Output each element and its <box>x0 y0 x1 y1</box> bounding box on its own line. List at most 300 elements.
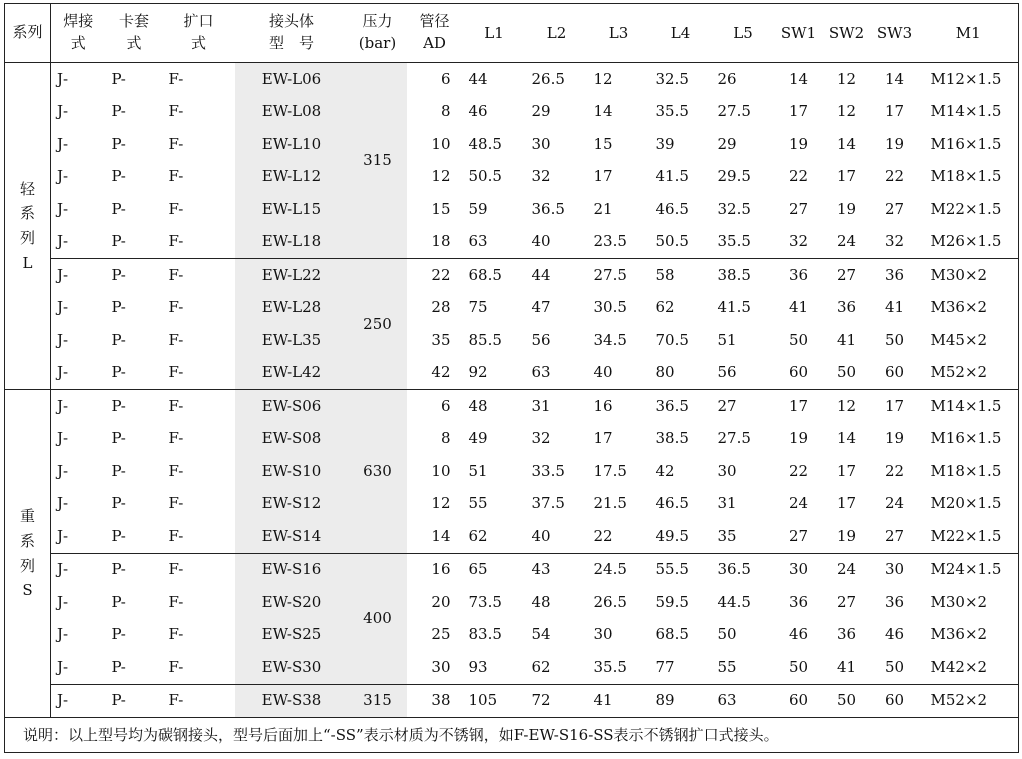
flare-prefix: F- <box>168 330 184 349</box>
tube-od: 38 <box>407 684 463 718</box>
ferrule-prefix: P- <box>111 657 126 676</box>
dim-sw3: 22 <box>884 167 905 186</box>
dim-sw1: 50 <box>788 657 809 676</box>
ferrule-prefix: P- <box>111 69 126 88</box>
dim-l4: 41.5 <box>655 167 689 186</box>
weld-prefix: J- <box>57 167 69 186</box>
dim-l2: 26.5 <box>531 69 565 88</box>
dim-l1: 55 <box>468 494 488 513</box>
fitting-type: EW-L22 <box>235 259 349 292</box>
dim-l2: 43 <box>526 553 588 586</box>
table-row <box>5 259 1019 292</box>
flare-prefix: F- <box>168 429 184 448</box>
fitting-type: EW-S06 <box>235 390 349 423</box>
flare-prefix: F- <box>163 259 235 292</box>
dim-l3: 14 <box>593 102 613 121</box>
weld-prefix: J- <box>57 429 69 448</box>
dim-sw3: 19 <box>884 134 905 153</box>
dim-sw1: 46 <box>788 625 809 644</box>
table-row <box>5 128 1019 161</box>
fitting-type: EW-L28 <box>235 292 349 325</box>
dim-l1: 50.5 <box>468 167 502 186</box>
tube-od: 14 <box>431 526 451 545</box>
dim-sw2: 50 <box>823 684 871 718</box>
dim-sw2: 24 <box>823 553 871 586</box>
fitting-type: EW-S12 <box>235 488 349 521</box>
dim-sw3: 24 <box>884 494 905 513</box>
tube-od: 30 <box>431 657 451 676</box>
dim-l2: 37.5 <box>531 494 565 513</box>
dim-sw2: 14 <box>836 429 857 448</box>
dim-l2: 32 <box>531 429 551 448</box>
weld-prefix: J- <box>57 526 69 545</box>
dim-l5: 26 <box>717 69 737 88</box>
dim-l5: 27 <box>712 390 775 423</box>
dim-sw2: 17 <box>836 494 857 513</box>
dim-sw3: 22 <box>884 461 905 480</box>
dim-sw2: 12 <box>836 69 857 88</box>
dim-sw1: 17 <box>775 390 823 423</box>
pressure-cell: 250 <box>349 259 407 390</box>
dim-l4: 77 <box>655 657 675 676</box>
table-row <box>5 488 1019 521</box>
fitting-type: EW-S16 <box>235 553 349 586</box>
dim-l3: 35.5 <box>593 657 627 676</box>
flare-prefix: F- <box>168 625 184 644</box>
header-l4: L4 <box>650 4 712 63</box>
header-pressure: 压力 (bar) <box>349 4 407 63</box>
ferrule-prefix: P- <box>111 429 126 448</box>
dim-l4: 39 <box>655 134 675 153</box>
dim-sw3: 36 <box>871 259 919 292</box>
spec-table <box>4 3 1019 753</box>
fitting-type: EW-S25 <box>235 619 349 652</box>
dim-l5: 44.5 <box>717 592 751 611</box>
table-row <box>5 161 1019 194</box>
dim-sw2: 24 <box>836 232 857 251</box>
thread-m1: M45×2 <box>930 330 988 349</box>
tube-od: 12 <box>431 167 451 186</box>
dim-sw3: 14 <box>884 69 905 88</box>
thread-m1: M22×1.5 <box>930 199 1002 218</box>
dim-l3: 30 <box>593 625 613 644</box>
dim-sw3: 46 <box>884 625 905 644</box>
ferrule-prefix: P- <box>106 259 163 292</box>
weld-prefix: J- <box>57 592 69 611</box>
series-label: 重 系 列 S <box>19 507 35 600</box>
tube-od: 10 <box>431 461 451 480</box>
dim-l5: 38.5 <box>712 259 775 292</box>
dim-l2: 63 <box>531 363 551 382</box>
dim-sw3: 60 <box>871 684 919 718</box>
dim-l5: 63 <box>712 684 775 718</box>
tube-od: 6 <box>407 390 463 423</box>
dim-l3: 15 <box>593 134 613 153</box>
dim-l4: 36.5 <box>650 390 712 423</box>
weld-prefix: J- <box>57 134 69 153</box>
table-row <box>5 324 1019 357</box>
tube-od: 28 <box>431 298 451 317</box>
flare-prefix: F- <box>168 461 184 480</box>
footnote-row <box>5 718 1019 753</box>
ferrule-prefix: P- <box>111 199 126 218</box>
tube-od: 10 <box>431 134 451 153</box>
dim-l3: 34.5 <box>593 330 627 349</box>
dim-l5: 32.5 <box>717 199 751 218</box>
dim-sw3: 17 <box>871 390 919 423</box>
flare-prefix: F- <box>168 526 184 545</box>
dim-l3: 22 <box>593 526 613 545</box>
dim-l2: 33.5 <box>531 461 565 480</box>
dim-l2: 30 <box>531 134 551 153</box>
dim-l1: 85.5 <box>468 330 502 349</box>
table-row <box>5 619 1019 652</box>
dim-l4: 62 <box>655 298 675 317</box>
ferrule-prefix: P- <box>106 553 163 586</box>
ferrule-prefix: P- <box>106 684 163 718</box>
dim-l2: 36.5 <box>531 199 565 218</box>
table-row <box>5 357 1019 390</box>
fitting-type: EW-S14 <box>235 520 349 553</box>
table-row <box>5 390 1019 423</box>
dim-sw2: 50 <box>836 363 857 382</box>
table-row <box>5 193 1019 226</box>
flare-prefix: F- <box>168 69 184 88</box>
dim-l4: 46.5 <box>655 494 689 513</box>
dim-sw3: 41 <box>884 298 905 317</box>
dim-sw2: 36 <box>836 625 857 644</box>
dim-l1: 62 <box>468 526 488 545</box>
header-sw3: SW3 <box>871 4 919 63</box>
dim-l1: 65 <box>463 553 526 586</box>
dim-l2: 48 <box>531 592 551 611</box>
weld-prefix: J- <box>57 298 69 317</box>
pressure-cell: 400 <box>349 553 407 684</box>
dim-sw3: 17 <box>884 102 905 121</box>
dim-sw3: 30 <box>871 553 919 586</box>
table-row <box>5 455 1019 488</box>
fitting-type: EW-S08 <box>235 423 349 456</box>
dim-l5: 50 <box>717 625 737 644</box>
tube-od: 20 <box>431 592 451 611</box>
dim-l3: 17 <box>593 167 613 186</box>
tube-od: 22 <box>407 259 463 292</box>
fitting-type: EW-L35 <box>235 324 349 357</box>
header-weld: 焊接 式 <box>51 4 106 63</box>
dim-l4: 35.5 <box>655 102 689 121</box>
tube-od: 35 <box>431 330 451 349</box>
header-flare: 扩口 式 <box>163 4 235 63</box>
flare-prefix: F- <box>163 390 235 423</box>
header-series: 系列 <box>5 4 51 63</box>
header-sw1: SW1 <box>775 4 823 63</box>
dim-l1: 59 <box>468 199 488 218</box>
fitting-type: EW-S38 <box>235 684 349 718</box>
weld-prefix: J- <box>57 102 69 121</box>
dim-sw3: 36 <box>884 592 905 611</box>
tube-od: 42 <box>431 363 451 382</box>
weld-prefix: J- <box>57 199 69 218</box>
thread-m1: M14×1.5 <box>930 102 1002 121</box>
dim-sw2: 12 <box>823 390 871 423</box>
dim-l2: 54 <box>531 625 551 644</box>
dim-l3: 17 <box>593 429 613 448</box>
dim-sw1: 36 <box>788 592 809 611</box>
dim-l1: 49 <box>468 429 488 448</box>
dim-sw2: 27 <box>836 592 857 611</box>
dim-l3: 21 <box>593 199 613 218</box>
dim-l1: 75 <box>468 298 488 317</box>
tube-od: 18 <box>431 232 451 251</box>
thread-m1: M52×2 <box>930 363 988 382</box>
dim-l2: 47 <box>531 298 551 317</box>
dim-l4: 49.5 <box>655 526 689 545</box>
fitting-type: EW-L42 <box>235 357 349 390</box>
dim-l3: 12 <box>593 69 613 88</box>
dim-sw2: 41 <box>836 657 857 676</box>
tube-od: 25 <box>431 625 451 644</box>
dim-sw3: 60 <box>884 363 905 382</box>
flare-prefix: F- <box>168 494 184 513</box>
dim-sw1: 41 <box>788 298 809 317</box>
ferrule-prefix: P- <box>111 298 126 317</box>
table-row <box>5 684 1019 718</box>
dim-sw2: 36 <box>836 298 857 317</box>
flare-prefix: F- <box>168 232 184 251</box>
thread-m1: M22×1.5 <box>930 526 1002 545</box>
dim-l4: 80 <box>655 363 675 382</box>
dim-sw2: 19 <box>836 526 857 545</box>
thread-m1: M18×1.5 <box>930 167 1002 186</box>
dim-sw1: 30 <box>775 553 823 586</box>
thread-m1: M14×1.5 <box>919 390 1019 423</box>
weld-prefix: J- <box>57 461 69 480</box>
tube-od: 12 <box>431 494 451 513</box>
dim-l5: 55 <box>717 657 737 676</box>
dim-sw1: 50 <box>788 330 809 349</box>
flare-prefix: F- <box>168 102 184 121</box>
pressure-cell: 315 <box>349 684 407 718</box>
weld-prefix: J- <box>51 259 106 292</box>
table-row <box>5 520 1019 553</box>
dim-l5: 29.5 <box>717 167 751 186</box>
dim-sw1: 36 <box>775 259 823 292</box>
flare-prefix: F- <box>168 363 184 382</box>
tube-od: 15 <box>431 199 451 218</box>
dim-sw1: 19 <box>788 429 809 448</box>
fitting-type: EW-S20 <box>235 586 349 619</box>
dim-l5: 36.5 <box>712 553 775 586</box>
header-l5: L5 <box>712 4 775 63</box>
dim-l5: 56 <box>717 363 737 382</box>
dim-l2: 40 <box>531 526 551 545</box>
dim-sw1: 19 <box>788 134 809 153</box>
dim-sw1: 32 <box>788 232 809 251</box>
ferrule-prefix: P- <box>111 330 126 349</box>
dim-sw2: 12 <box>836 102 857 121</box>
dim-l3: 23.5 <box>593 232 627 251</box>
dim-l3: 41 <box>588 684 650 718</box>
table-row <box>5 651 1019 684</box>
fitting-type: EW-S10 <box>235 455 349 488</box>
tube-od: 8 <box>440 429 451 448</box>
dim-l4: 32.5 <box>655 69 689 88</box>
thread-m1: M20×1.5 <box>930 494 1002 513</box>
dim-l1: 63 <box>468 232 488 251</box>
header-l1: L1 <box>463 4 526 63</box>
dim-sw3: 27 <box>884 526 905 545</box>
flare-prefix: F- <box>168 657 184 676</box>
dim-sw2: 17 <box>836 461 857 480</box>
weld-prefix: J- <box>57 69 69 88</box>
weld-prefix: J- <box>51 553 106 586</box>
dim-l5: 27.5 <box>717 102 751 121</box>
thread-m1: M16×1.5 <box>930 429 1002 448</box>
dim-sw1: 17 <box>788 102 809 121</box>
dim-l3: 26.5 <box>593 592 627 611</box>
ferrule-prefix: P- <box>111 363 126 382</box>
dim-l1: 48 <box>463 390 526 423</box>
dim-l1: 46 <box>468 102 488 121</box>
dim-sw3: 32 <box>884 232 905 251</box>
weld-prefix: J- <box>57 494 69 513</box>
dim-sw1: 14 <box>788 69 809 88</box>
thread-m1: M16×1.5 <box>930 134 1002 153</box>
header-od: 管径 AD <box>407 4 463 63</box>
dim-l1: 93 <box>468 657 488 676</box>
dim-sw3: 50 <box>884 330 905 349</box>
dim-sw1: 24 <box>788 494 809 513</box>
fitting-type: EW-L18 <box>235 226 349 259</box>
footnote: 说明：以上型号均为碳钢接头，型号后面加上“-SS”表示材质为不锈钢，如F-EW-S16-SS表示不锈钢扩口式接头。 <box>5 718 1019 753</box>
dim-sw2: 41 <box>836 330 857 349</box>
dim-l5: 51 <box>717 330 737 349</box>
dim-sw1: 22 <box>788 461 809 480</box>
ferrule-prefix: P- <box>111 625 126 644</box>
flare-prefix: F- <box>168 134 184 153</box>
thread-m1: M30×2 <box>919 259 1019 292</box>
dim-l3: 27.5 <box>588 259 650 292</box>
dim-l1: 44 <box>468 69 488 88</box>
tube-od: 16 <box>407 553 463 586</box>
fitting-type: EW-L15 <box>235 193 349 226</box>
dim-l4: 38.5 <box>655 429 689 448</box>
flare-prefix: F- <box>168 199 184 218</box>
ferrule-prefix: P- <box>111 526 126 545</box>
ferrule-prefix: P- <box>111 134 126 153</box>
flare-prefix: F- <box>168 298 184 317</box>
dim-l2: 29 <box>531 102 551 121</box>
dim-sw1: 27 <box>788 526 809 545</box>
dim-l2: 44 <box>526 259 588 292</box>
dim-l5: 30 <box>717 461 737 480</box>
dim-l5: 35 <box>717 526 737 545</box>
fitting-type: EW-S30 <box>235 651 349 684</box>
dim-l5: 41.5 <box>717 298 751 317</box>
dim-l1: 51 <box>468 461 488 480</box>
dim-sw1: 60 <box>788 363 809 382</box>
weld-prefix: J- <box>51 390 106 423</box>
dim-l3: 40 <box>593 363 613 382</box>
header-l3: L3 <box>588 4 650 63</box>
dim-l1: 83.5 <box>468 625 502 644</box>
dim-l3: 16 <box>588 390 650 423</box>
dim-l1: 48.5 <box>468 134 502 153</box>
dim-sw1: 27 <box>788 199 809 218</box>
dim-l4: 70.5 <box>655 330 689 349</box>
dim-l5: 29 <box>717 134 737 153</box>
dim-sw2: 17 <box>836 167 857 186</box>
tube-od: 8 <box>440 102 451 121</box>
table-row <box>5 553 1019 586</box>
dim-sw2: 19 <box>836 199 857 218</box>
dim-sw1: 60 <box>775 684 823 718</box>
pressure-cell: 630 <box>349 390 407 554</box>
flare-prefix: F- <box>168 167 184 186</box>
flare-prefix: F- <box>168 592 184 611</box>
thread-m1: M52×2 <box>919 684 1019 718</box>
table-row <box>5 226 1019 259</box>
dim-l4: 68.5 <box>655 625 689 644</box>
dim-sw1: 22 <box>788 167 809 186</box>
thread-m1: M24×1.5 <box>919 553 1019 586</box>
header-ferrule: 卡套 式 <box>106 4 163 63</box>
table-row <box>5 423 1019 456</box>
dim-sw3: 19 <box>884 429 905 448</box>
ferrule-prefix: P- <box>111 461 126 480</box>
dim-l5: 27.5 <box>717 429 751 448</box>
dim-sw3: 50 <box>884 657 905 676</box>
dim-l3: 17.5 <box>593 461 627 480</box>
weld-prefix: J- <box>57 363 69 382</box>
dim-l2: 72 <box>526 684 588 718</box>
weld-prefix: J- <box>57 657 69 676</box>
weld-prefix: J- <box>57 232 69 251</box>
thread-m1: M12×1.5 <box>930 69 1002 88</box>
ferrule-prefix: P- <box>111 102 126 121</box>
dim-l2: 31 <box>526 390 588 423</box>
dim-l3: 30.5 <box>593 298 627 317</box>
series-label: 轻 系 列 L <box>19 179 35 272</box>
dim-l4: 46.5 <box>655 199 689 218</box>
dim-l3: 21.5 <box>593 494 627 513</box>
tube-od: 6 <box>440 69 451 88</box>
thread-m1: M18×1.5 <box>930 461 1002 480</box>
dim-l4: 50.5 <box>655 232 689 251</box>
dim-l3: 24.5 <box>588 553 650 586</box>
dim-sw2: 27 <box>823 259 871 292</box>
dim-l2: 40 <box>531 232 551 251</box>
weld-prefix: J- <box>57 330 69 349</box>
dim-l5: 35.5 <box>717 232 751 251</box>
thread-m1: M42×2 <box>930 657 988 676</box>
table-row <box>5 96 1019 129</box>
ferrule-prefix: P- <box>111 167 126 186</box>
table-row <box>5 63 1019 96</box>
weld-prefix: J- <box>51 684 106 718</box>
fitting-type: EW-L10 <box>235 128 349 161</box>
dim-l1: 92 <box>468 363 488 382</box>
ferrule-prefix: P- <box>111 232 126 251</box>
fitting-type: EW-L06 <box>235 63 349 96</box>
dim-l2: 62 <box>531 657 551 676</box>
thread-m1: M36×2 <box>930 625 988 644</box>
flare-prefix: F- <box>163 684 235 718</box>
dim-l4: 55.5 <box>650 553 712 586</box>
dim-l4: 89 <box>650 684 712 718</box>
fitting-spec-table <box>4 3 1019 753</box>
dim-sw3: 27 <box>884 199 905 218</box>
